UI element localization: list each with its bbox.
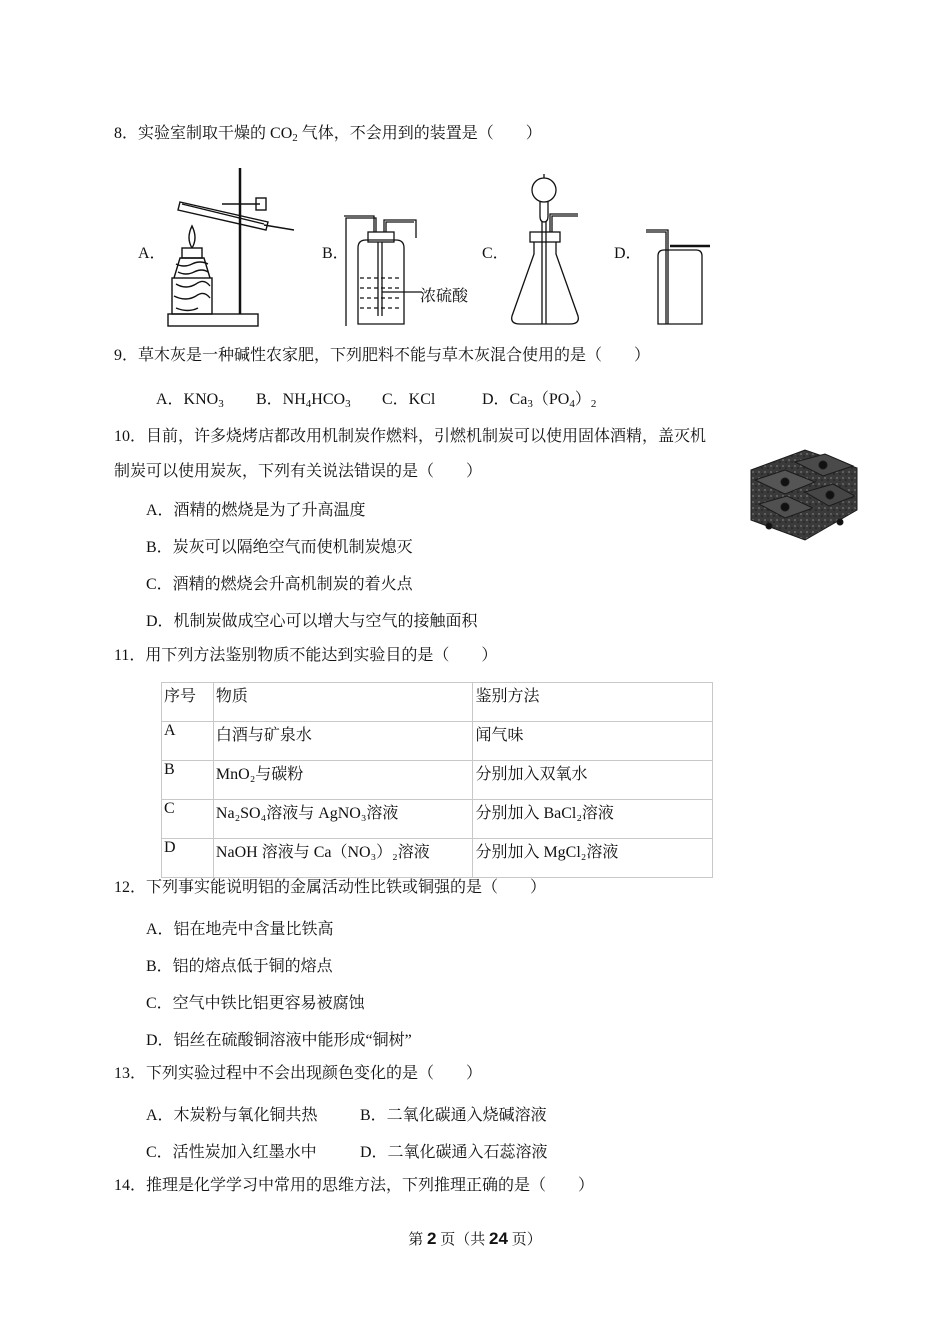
table-row (162, 839, 713, 878)
row-method: 闻气味 (473, 722, 713, 761)
q10-stem-line2: 制炭可以使用炭灰，下列有关说法错误的是（ ） (114, 463, 483, 480)
row-id: B (162, 761, 214, 800)
q8-label-d: D． (614, 245, 642, 262)
header-method: 鉴别方法 (473, 683, 713, 722)
q13-stem: 13．下列实验过程中不会出现颜色变化的是（ ） (114, 1065, 483, 1082)
row-id: C (162, 800, 214, 839)
table-row (162, 761, 713, 800)
row-method: 分别加入 MgCl₂溶液 (473, 839, 713, 878)
q8-label-b: B． (322, 245, 349, 262)
q12-stem: 12．下列事实能说明铝的金属活动性比铁或铜强的是（ ） (114, 879, 547, 896)
q9-option-d: D．$Ca_3(PO_4)_2$ (482, 391, 597, 410)
q11-stem: 11．用下列方法鉴别物质不能达到实验目的是（ ） (114, 647, 498, 664)
q12-option-b: B．铝的熔点低于铜的熔点 (146, 958, 333, 975)
q9-option-c: C．KCl (382, 391, 436, 408)
row-method: 分别加入 BaCl₂溶液 (473, 800, 713, 839)
apparatus-c-flask-with-funnel (506, 174, 606, 330)
q12-option-c: C．空气中铁比铝更容易被腐蚀 (146, 995, 365, 1012)
header-substance: 物质 (213, 683, 473, 722)
q10-stem-line1: 10．目前，许多烧烤店都改用机制炭作燃料，引燃机制炭可以使用固体酒精，盖灭机 (114, 428, 707, 445)
q9-option-b: B．$NH_4HCO_3$ (256, 391, 351, 410)
table-row (162, 722, 713, 761)
page-total: 24 (489, 1229, 508, 1248)
page-number: 2 (427, 1229, 437, 1248)
apparatus-d-gas-collecting-bottle (646, 222, 716, 330)
q10-option-c: C．酒精的燃烧会升高机制炭的着火点 (146, 576, 413, 593)
q14-stem: 14．推理是化学学习中常用的思维方法，下列推理正确的是（ ） (114, 1177, 595, 1194)
q8-label-a: A． (138, 245, 166, 262)
row-substance: NaOH 溶液与 Ca（NO₃）₂溶液 (213, 839, 473, 878)
apparatus-b-gas-washing-bottle (340, 208, 480, 330)
row-id: D (162, 839, 214, 878)
q10-option-b: B．炭灰可以隔绝空气而使机制炭熄灭 (146, 539, 413, 556)
q8-stem: 8．实验室制取干燥的 $CO_2$ 气体，不会用到的装置是（ ） (114, 125, 542, 144)
q10-option-a: A．酒精的燃烧是为了升高温度 (146, 502, 366, 519)
q8-b-annotation: 浓硫酸 (420, 286, 469, 305)
q9-option-a: A．$KNO_3$ (156, 391, 224, 410)
q13-option-d: D．二氧化碳通入石蕊溶液 (360, 1144, 548, 1161)
q13-option-a: A．木炭粉与氧化铜共热 (146, 1107, 318, 1124)
row-method: 分别加入双氧水 (473, 761, 713, 800)
row-substance: Na₂SO₄溶液与 AgNO₃溶液 (213, 800, 473, 839)
q13-option-b: B．二氧化碳通入烧碱溶液 (360, 1107, 547, 1124)
q13-option-c: C．活性炭加入红墨水中 (146, 1144, 317, 1161)
q12-option-a: A．铝在地壳中含量比铁高 (146, 921, 334, 938)
q12-option-d: D．铝丝在硫酸铜溶液中能形成“铜树” (146, 1032, 412, 1049)
row-id: A (162, 722, 214, 761)
apparatus-a-heating-setup (160, 162, 300, 332)
q9-stem: 9．草木灰是一种碱性农家肥，下列肥料不能与草木灰混合使用的是（ ） (114, 347, 651, 364)
page-footer: 第 2 页（共 24 页） (408, 1229, 542, 1248)
header-id: 序号 (162, 683, 214, 722)
table-header-row (162, 683, 713, 722)
row-substance: MnO₂与碳粉 (213, 761, 473, 800)
q10-option-d: D．机制炭做成空心可以增大与空气的接触面积 (146, 613, 478, 630)
charcoal-photo (745, 440, 863, 544)
q8-label-c: C． (482, 245, 509, 262)
row-substance: 白酒与矿泉水 (213, 722, 473, 761)
table-row (162, 800, 713, 839)
q11-table (161, 682, 713, 878)
